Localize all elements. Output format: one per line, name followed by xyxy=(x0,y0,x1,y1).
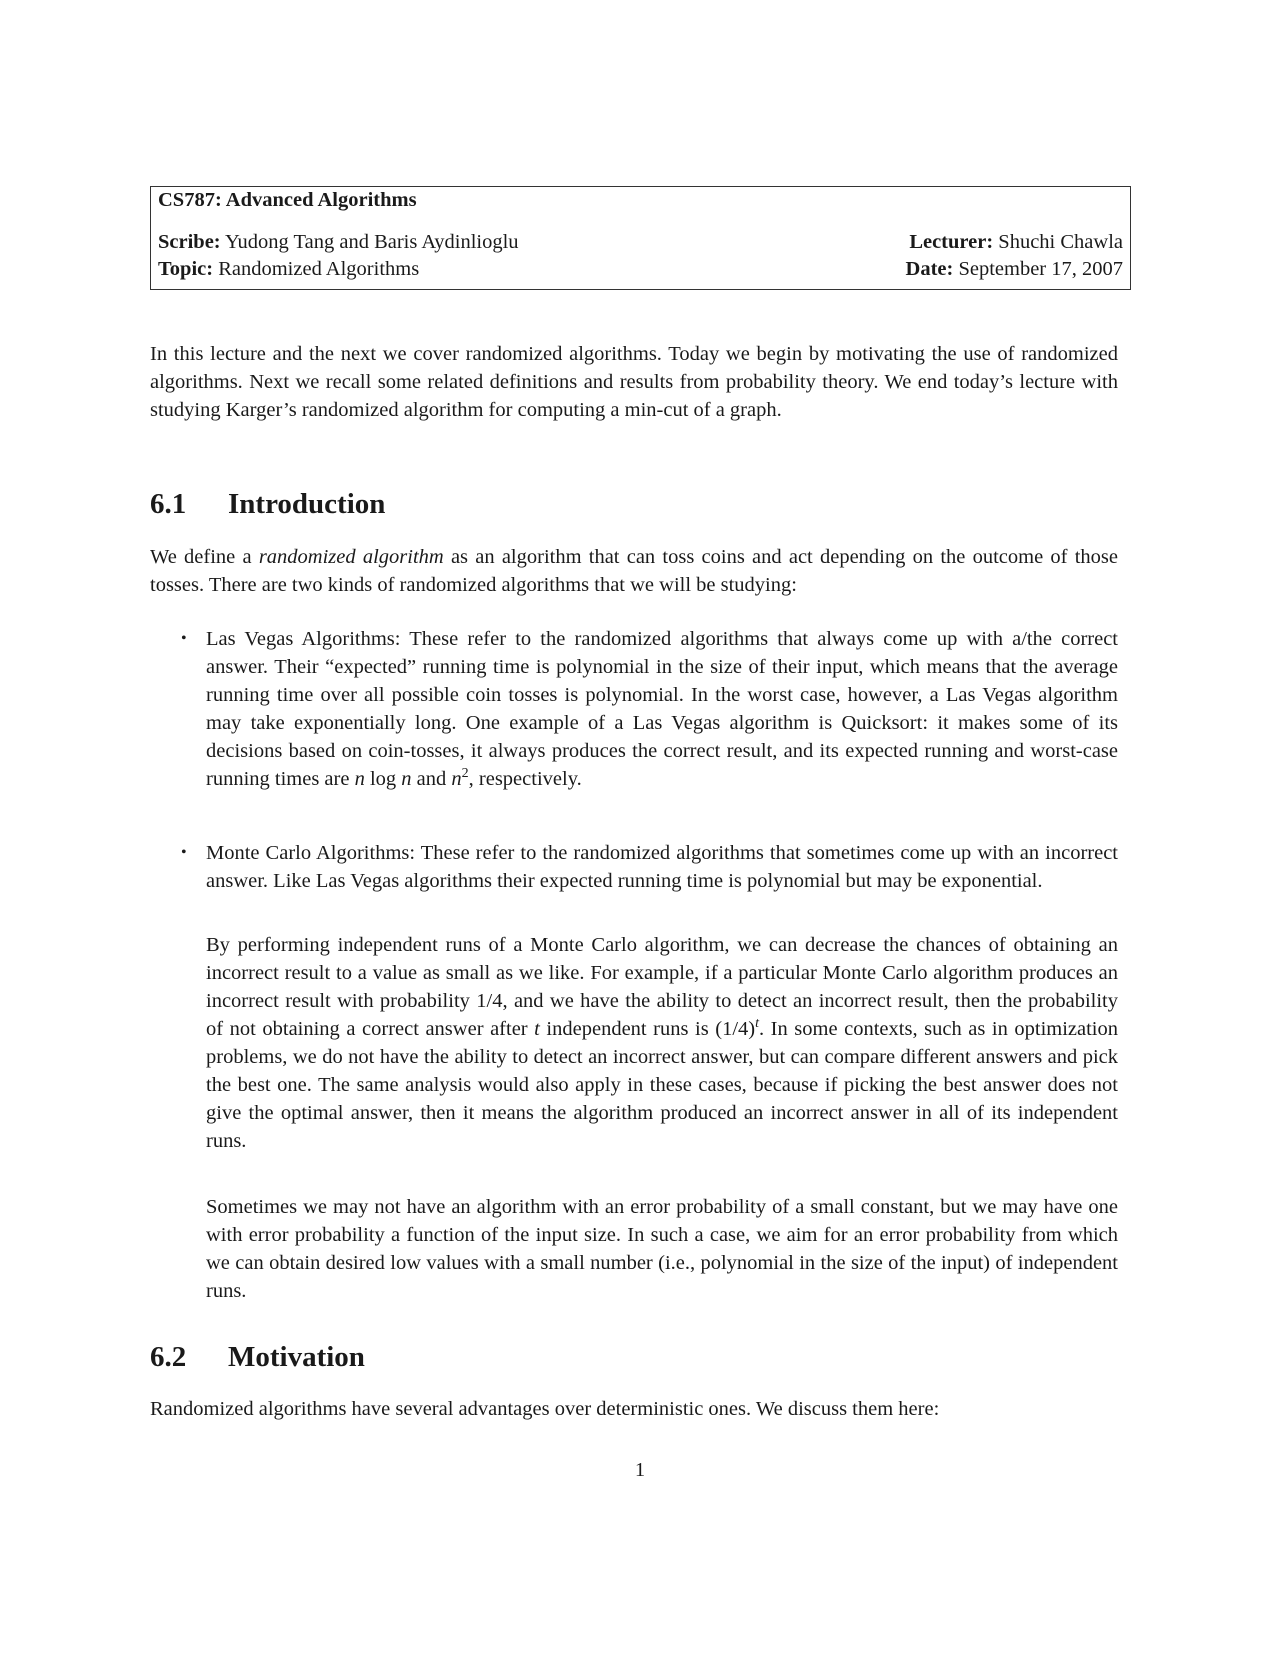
intro-paragraph: In this lecture and the next we cover randomized algorithms. Today we begin by motivating the use of randomized algorithms. Next we recall some related definitions and results from probability theory. We end today’s lecture with studying Karger’s randomized algorithm for computing a min-cut of a graph. xyxy=(150,343,1118,421)
bullet-icon: • xyxy=(181,630,187,647)
las-vegas-item: Las Vegas Algorithms: These refer to the randomized algorithms that always come up with a/the correct answer. Their “expected” running time is polynomial in the size of their input, which means that the average running time over all possible coin tosses is polynomial. In the worst case, however, a Las Vegas algorithm may take exponentially long. One example of a Las Vegas algorithm is Quicksort: it makes some of its decisions based on coin-tosses, it always produces the correct result, and its expected running and worst-case running times are n log n and $n^2$, respectively. xyxy=(206,628,1118,790)
course-row xyxy=(158,189,1123,212)
topic: Topic: Randomized Algorithms xyxy=(158,258,420,280)
lecture-header-box xyxy=(150,186,1131,290)
page-number: 1 xyxy=(634,1459,646,1481)
course-title: CS787: Advanced Algorithms xyxy=(158,189,417,211)
intro-definition-paragraph: We define a randomized algorithm as an algorithm that can toss coins and act depending on the outcome of those tosses. There are two kinds of randomized algorithms that we will be studying: xyxy=(150,546,1118,596)
lecturer: Lecturer: Shuchi Chawla xyxy=(909,231,1123,253)
motivation-paragraph: Randomized algorithms have several advantages over deterministic ones. We discuss them here: xyxy=(150,1398,940,1420)
error-probability-paragraph: Sometimes we may not have an algorithm with an error probability of a small constant, but we may have one with error probability a function of the input size. In such a case, we aim for an error probability from which we can obtain desired low values with a small number (i.e., polynomial in the size of the input) of independent runs. xyxy=(206,1196,1118,1302)
topic-row xyxy=(158,258,1123,281)
date: Date: September 17, 2007 xyxy=(905,258,1123,280)
monte-carlo-item: Monte Carlo Algorithms: These refer to the randomized algorithms that sometimes come up with an incorrect answer. Like Las Vegas algorithms their expected running time is polynomial but may be exponential. xyxy=(206,842,1118,892)
scribe: Scribe: Yudong Tang and Baris Aydinlioglu xyxy=(158,231,519,253)
section-heading-motivation: 6.2 Motivation xyxy=(150,1341,365,1373)
section-heading-introduction: 6.1 Introduction xyxy=(150,488,386,520)
bullet-icon: • xyxy=(181,844,187,861)
scribe-row xyxy=(158,231,1123,254)
monte-carlo-runs-paragraph: By performing independent runs of a Monte Carlo algorithm, we can decrease the chances of obtaining an incorrect result to a value as small as we like. For example, if a particular Monte Carlo algorithm produces an incorrect result with probability 1/4, and we have the ability to detect an incorrect result, then the probability of not obtaining a correct answer after t independent runs is $(1/4)^t$. In some contexts, such as in optimization problems, we do not have the ability to detect an incorrect answer, but can compare different answers and pick the best one. The same analysis would also apply in these cases, because if picking the best answer does not give the optimal answer, then it means the algorithm produced an incorrect answer in all of its independent runs. xyxy=(206,934,1119,1152)
